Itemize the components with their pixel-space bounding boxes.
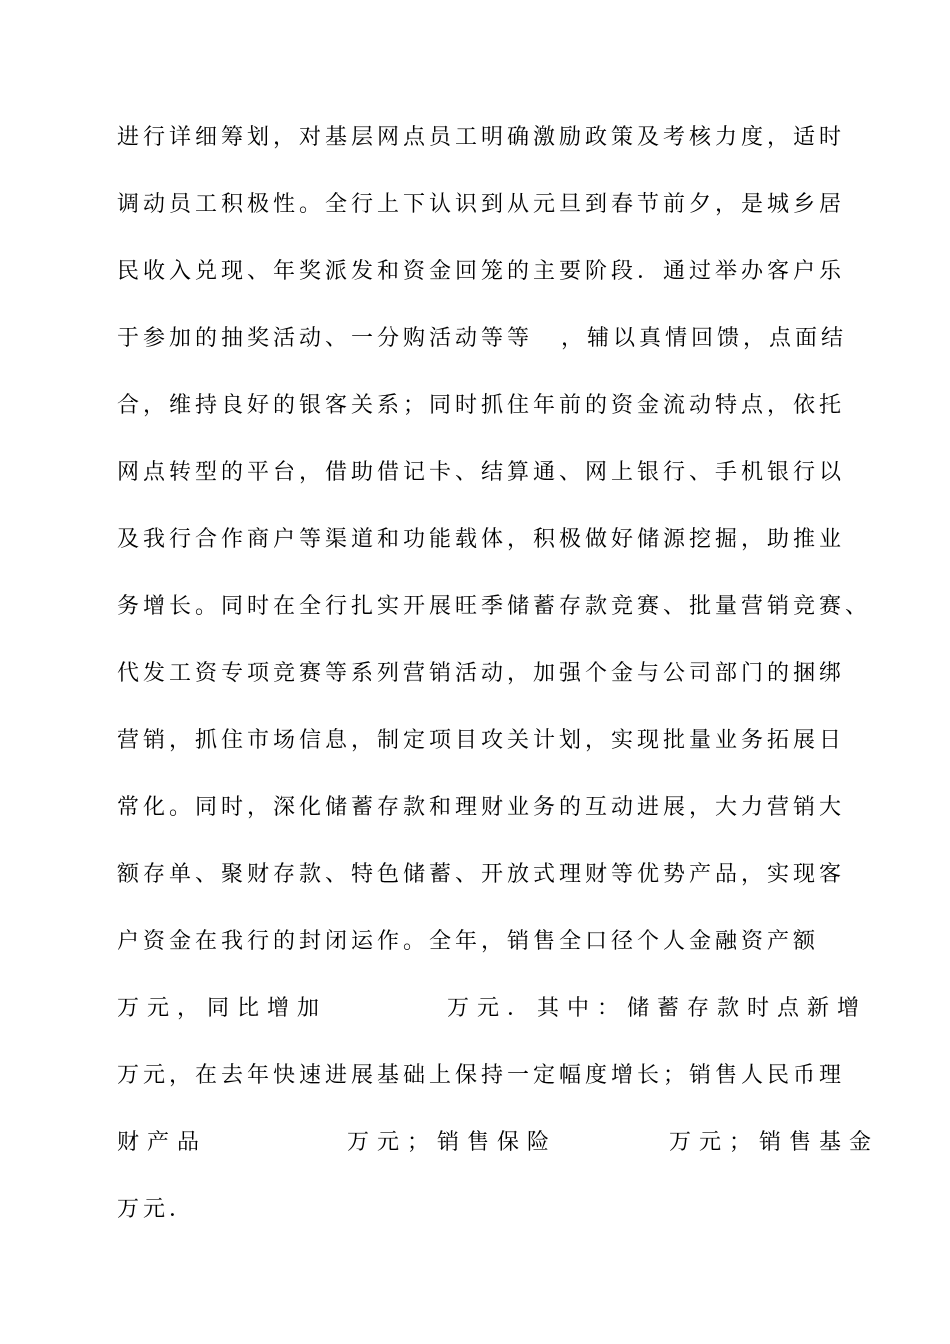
line-text: 于参加的抽奖活动、一分购活动等等 <box>117 326 534 351</box>
paragraph-line <box>117 590 872 624</box>
line-text: 民收入兑现、年奖派发和资金回笼的主要阶段．通过举办客户乐 <box>117 259 846 284</box>
line-text: ，辅以真情回馈，点面结 <box>561 326 848 351</box>
paragraph-line <box>117 322 857 356</box>
paragraph-line <box>117 456 857 490</box>
line-text: 额存单、聚财存款、特色储蓄、开放式理财等优势产品，实现客 <box>117 862 846 887</box>
paragraph-line <box>117 188 857 222</box>
paragraph-line <box>117 724 857 758</box>
paragraph-line <box>117 992 868 1026</box>
line-text: 万元；销售保险 <box>347 1130 558 1155</box>
paragraph-line <box>117 1193 857 1227</box>
line-text: 户资金在我行的封闭运作。全年，销售全口径个人金融资产额 <box>117 929 820 954</box>
paragraph-line <box>117 255 857 289</box>
line-text: 网点转型的平台，借助借记卡、结算通、网上银行、手机银行以 <box>117 460 846 485</box>
line-text: 务增长。同时在全行扎实开展旺季储蓄存款竞赛、批量营销竞赛、 <box>117 594 872 619</box>
paragraph-line <box>117 389 857 423</box>
line-text: 代发工资专项竞赛等系列营销活动，加强个金与公司部门的捆绑 <box>117 661 846 686</box>
line-text: 万元．其中：储蓄存款时点新增 <box>447 996 868 1021</box>
paragraph-line <box>117 523 857 557</box>
line-text: 及我行合作商户等渠道和功能载体，积极做好储源挖掘，助推业 <box>117 527 846 552</box>
paragraph-line <box>117 791 857 825</box>
paragraph-line <box>117 1059 857 1093</box>
line-text: 财产品 <box>117 1130 208 1155</box>
line-text: 万元． <box>117 1197 196 1222</box>
line-text: 万元，在去年快速进展基础上保持一定幅度增长；销售人民币理 <box>117 1063 846 1088</box>
line-text: 营销，抓住市场信息，制定项目攻关计划，实现批量业务拓展日 <box>117 728 846 753</box>
line-text: 常化。同时，深化储蓄存款和理财业务的互动进展，大力营销大 <box>117 795 846 820</box>
line-text: 进行详细筹划，对基层网点员工明确激励政策及考核力度，适时 <box>117 125 846 150</box>
line-text: 万元，同比增加 <box>117 996 328 1021</box>
paragraph-line <box>117 858 857 892</box>
line-text: 合，维持良好的银客关系；同时抓住年前的资金流动特点，依托 <box>117 393 846 418</box>
paragraph-line <box>117 657 857 691</box>
line-text: 调动员工积极性。全行上下认识到从元旦到春节前夕，是城乡居 <box>117 192 846 217</box>
paragraph-line <box>117 925 857 959</box>
paragraph-line <box>117 121 857 155</box>
paragraph-line <box>117 1126 880 1160</box>
line-text: 万元；销售基金 <box>669 1130 880 1155</box>
